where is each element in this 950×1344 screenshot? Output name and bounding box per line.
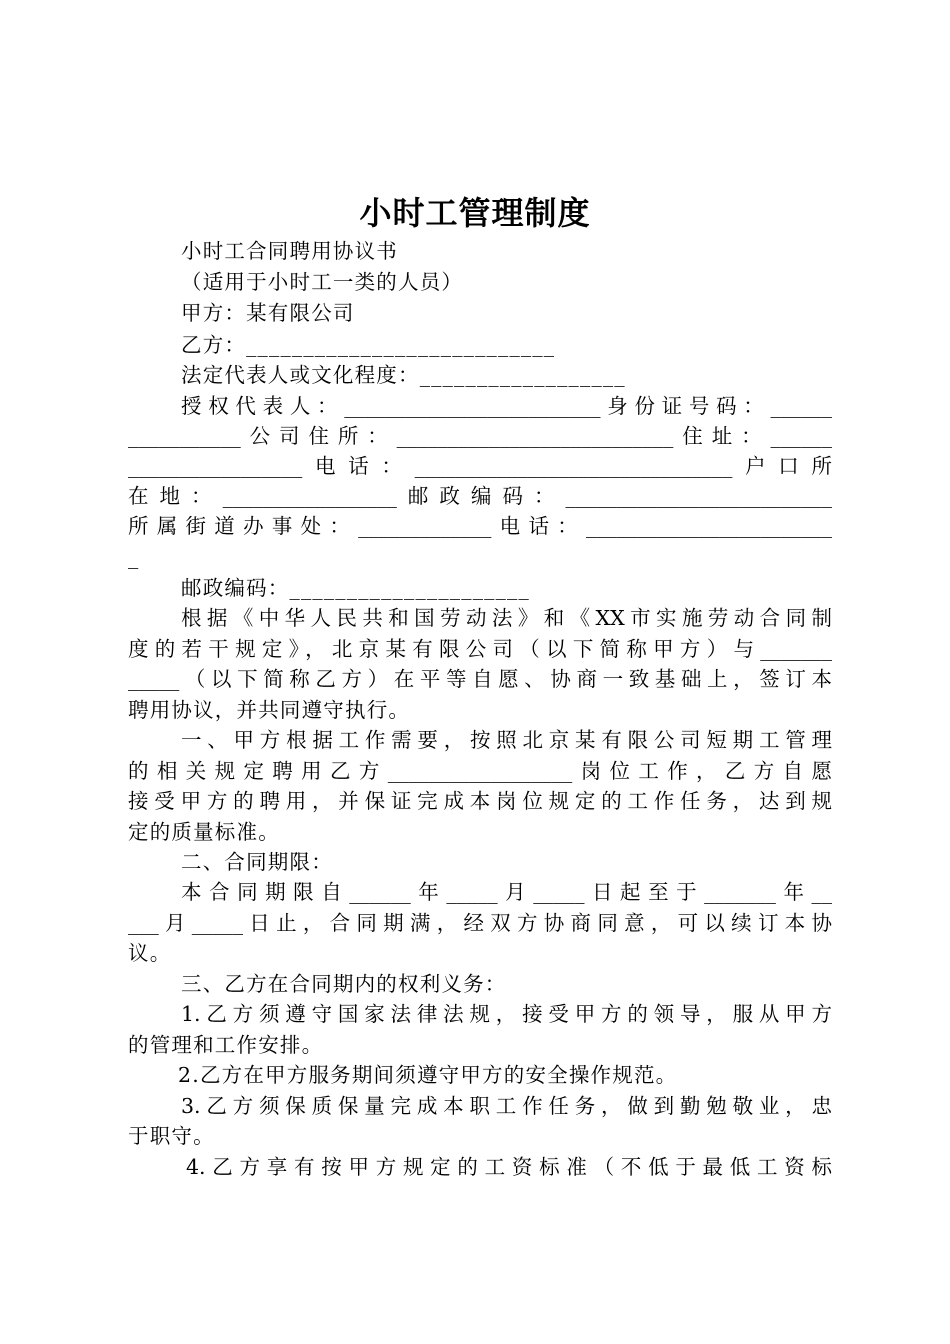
paragraph-line: 2.乙方在甲方服务期间须遵守甲方的安全操作规范。 [178,1063,678,1087]
paragraph-line: 接受甲方的聘用，并保证完成本岗位规定的工作任务，达到规 [128,789,832,813]
paragraph-line: 1.乙方须遵守国家法律法规，接受甲方的领导，服从甲方 [181,1002,832,1026]
paragraph-line: 的管理和工作安排。 [128,1033,324,1057]
hukou-line: 在地：_________________邮政编码：__________________________ [128,484,832,508]
paragraph-line: 聘用协议，并共同遵守执行。 [128,698,411,722]
paragraph-line: 议。 [128,941,172,965]
paragraph-line: 的相关规定聘用乙方__________________岗位工作，乙方自愿 [128,759,832,783]
applicability-note: （适用于小时工一类的人员） [181,270,464,294]
paragraph-line: 一、甲方根据工作需要，按照北京某有限公司短期工管理 [181,728,832,752]
auth-rep-line: 授权代表人：_________________________身份证号码：______ [181,394,832,418]
paragraph-line: 度的若干规定》，北京某有限公司（以下简称甲方）与_______ [128,637,832,661]
subdistrict-line: 所属街道办事处：_____________电话：________________________ [128,514,832,538]
party-a-line: 甲方：某有限公司 [181,301,355,325]
document-title: 小时工管理制度 [359,194,591,232]
phone-line: _________________电话：_______________________________户口所 [128,454,832,478]
paragraph-line: 定的质量标准。 [128,820,280,844]
address-line: ___________公司住所：___________________________住址：______ [128,424,832,448]
contract-title: 小时工合同聘用协议书 [181,239,398,263]
paragraph-line: ___月_____日止，合同期满，经双方协商同意，可以续订本协 [128,911,832,935]
paragraph-line: 本合同期限自______年_____月_____日起至于_______年__ [181,880,832,904]
underscore-line: _ [128,545,140,569]
section-heading: 三、乙方在合同期内的权利义务： [181,972,507,996]
section-heading: 二、合同期限： [181,850,333,874]
paragraph-line: 3.乙方须保质保量完成本职工作任务，做到勤勉敬业，忠 [181,1094,832,1118]
postal-code-line: 邮政编码：_____________________ [181,576,530,600]
legal-rep-line: 法定代表人或文化程度：__________________ [181,363,626,387]
paragraph-line: 4.乙方享有按甲方规定的工资标准（不低于最低工资标 [186,1155,832,1179]
paragraph-line: 于职守。 [128,1124,215,1148]
party-b-line: 乙方：___________________________ [181,333,556,357]
paragraph-line: 根据《中华人民共和国劳动法》和《XX市实施劳动合同制 [181,606,832,630]
paragraph-line: _____（以下简称乙方）在平等自愿、协商一致基础上，签订本 [128,667,832,691]
